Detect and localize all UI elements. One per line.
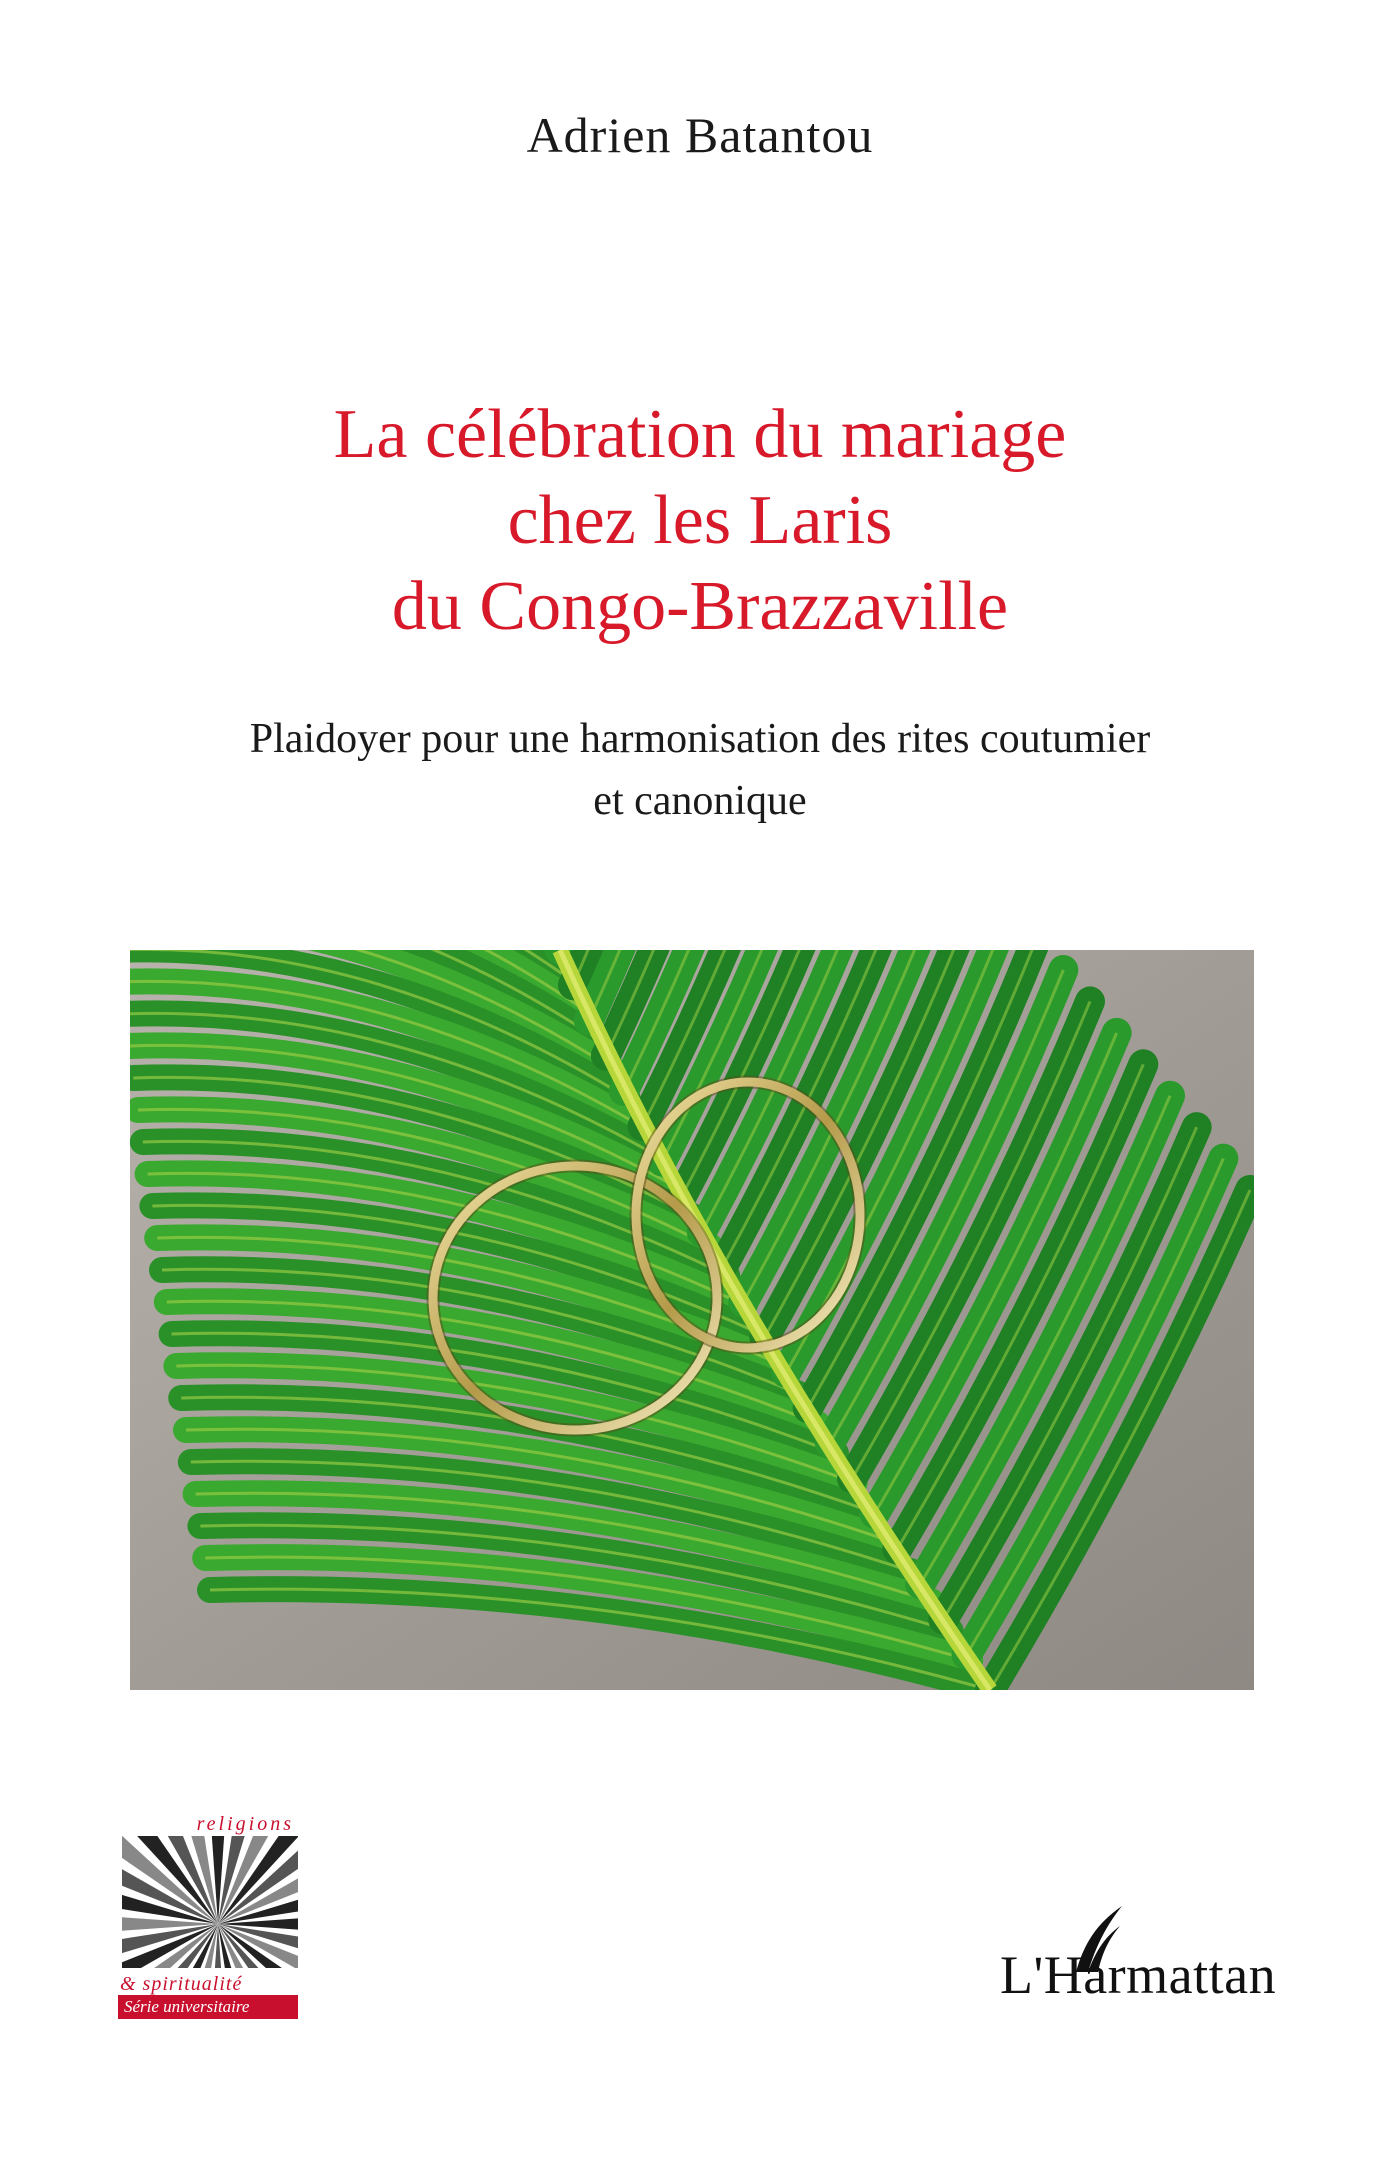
title-line-1: La célébration du mariage [333,396,1067,473]
palm-leaf-with-rings-icon [130,950,1254,1690]
collection-top-word: religions [196,1813,294,1835]
subtitle-line-2: et canonique [593,778,807,824]
book-title [0,392,1400,650]
cover-photo [130,950,1254,1690]
title-line-3: du Congo-Brazzaville [391,568,1009,645]
starburst-icon [122,1836,298,1968]
title-line-2: chez les Laris [507,482,893,559]
publisher-logo [1000,1904,1300,2014]
book-subtitle [0,708,1400,832]
publisher-name: L'Harmattan [1000,1945,1277,2005]
author-name: Adrien Batantou [526,107,874,163]
subtitle-line-1: Plaidoyer pour une harmonisation des rites coutumier [249,716,1151,762]
collection-logo [118,1812,300,2019]
collection-bottom-word: & spiritualité [120,1973,243,1995]
collection-series-label: Série universitaire [118,1995,298,2019]
